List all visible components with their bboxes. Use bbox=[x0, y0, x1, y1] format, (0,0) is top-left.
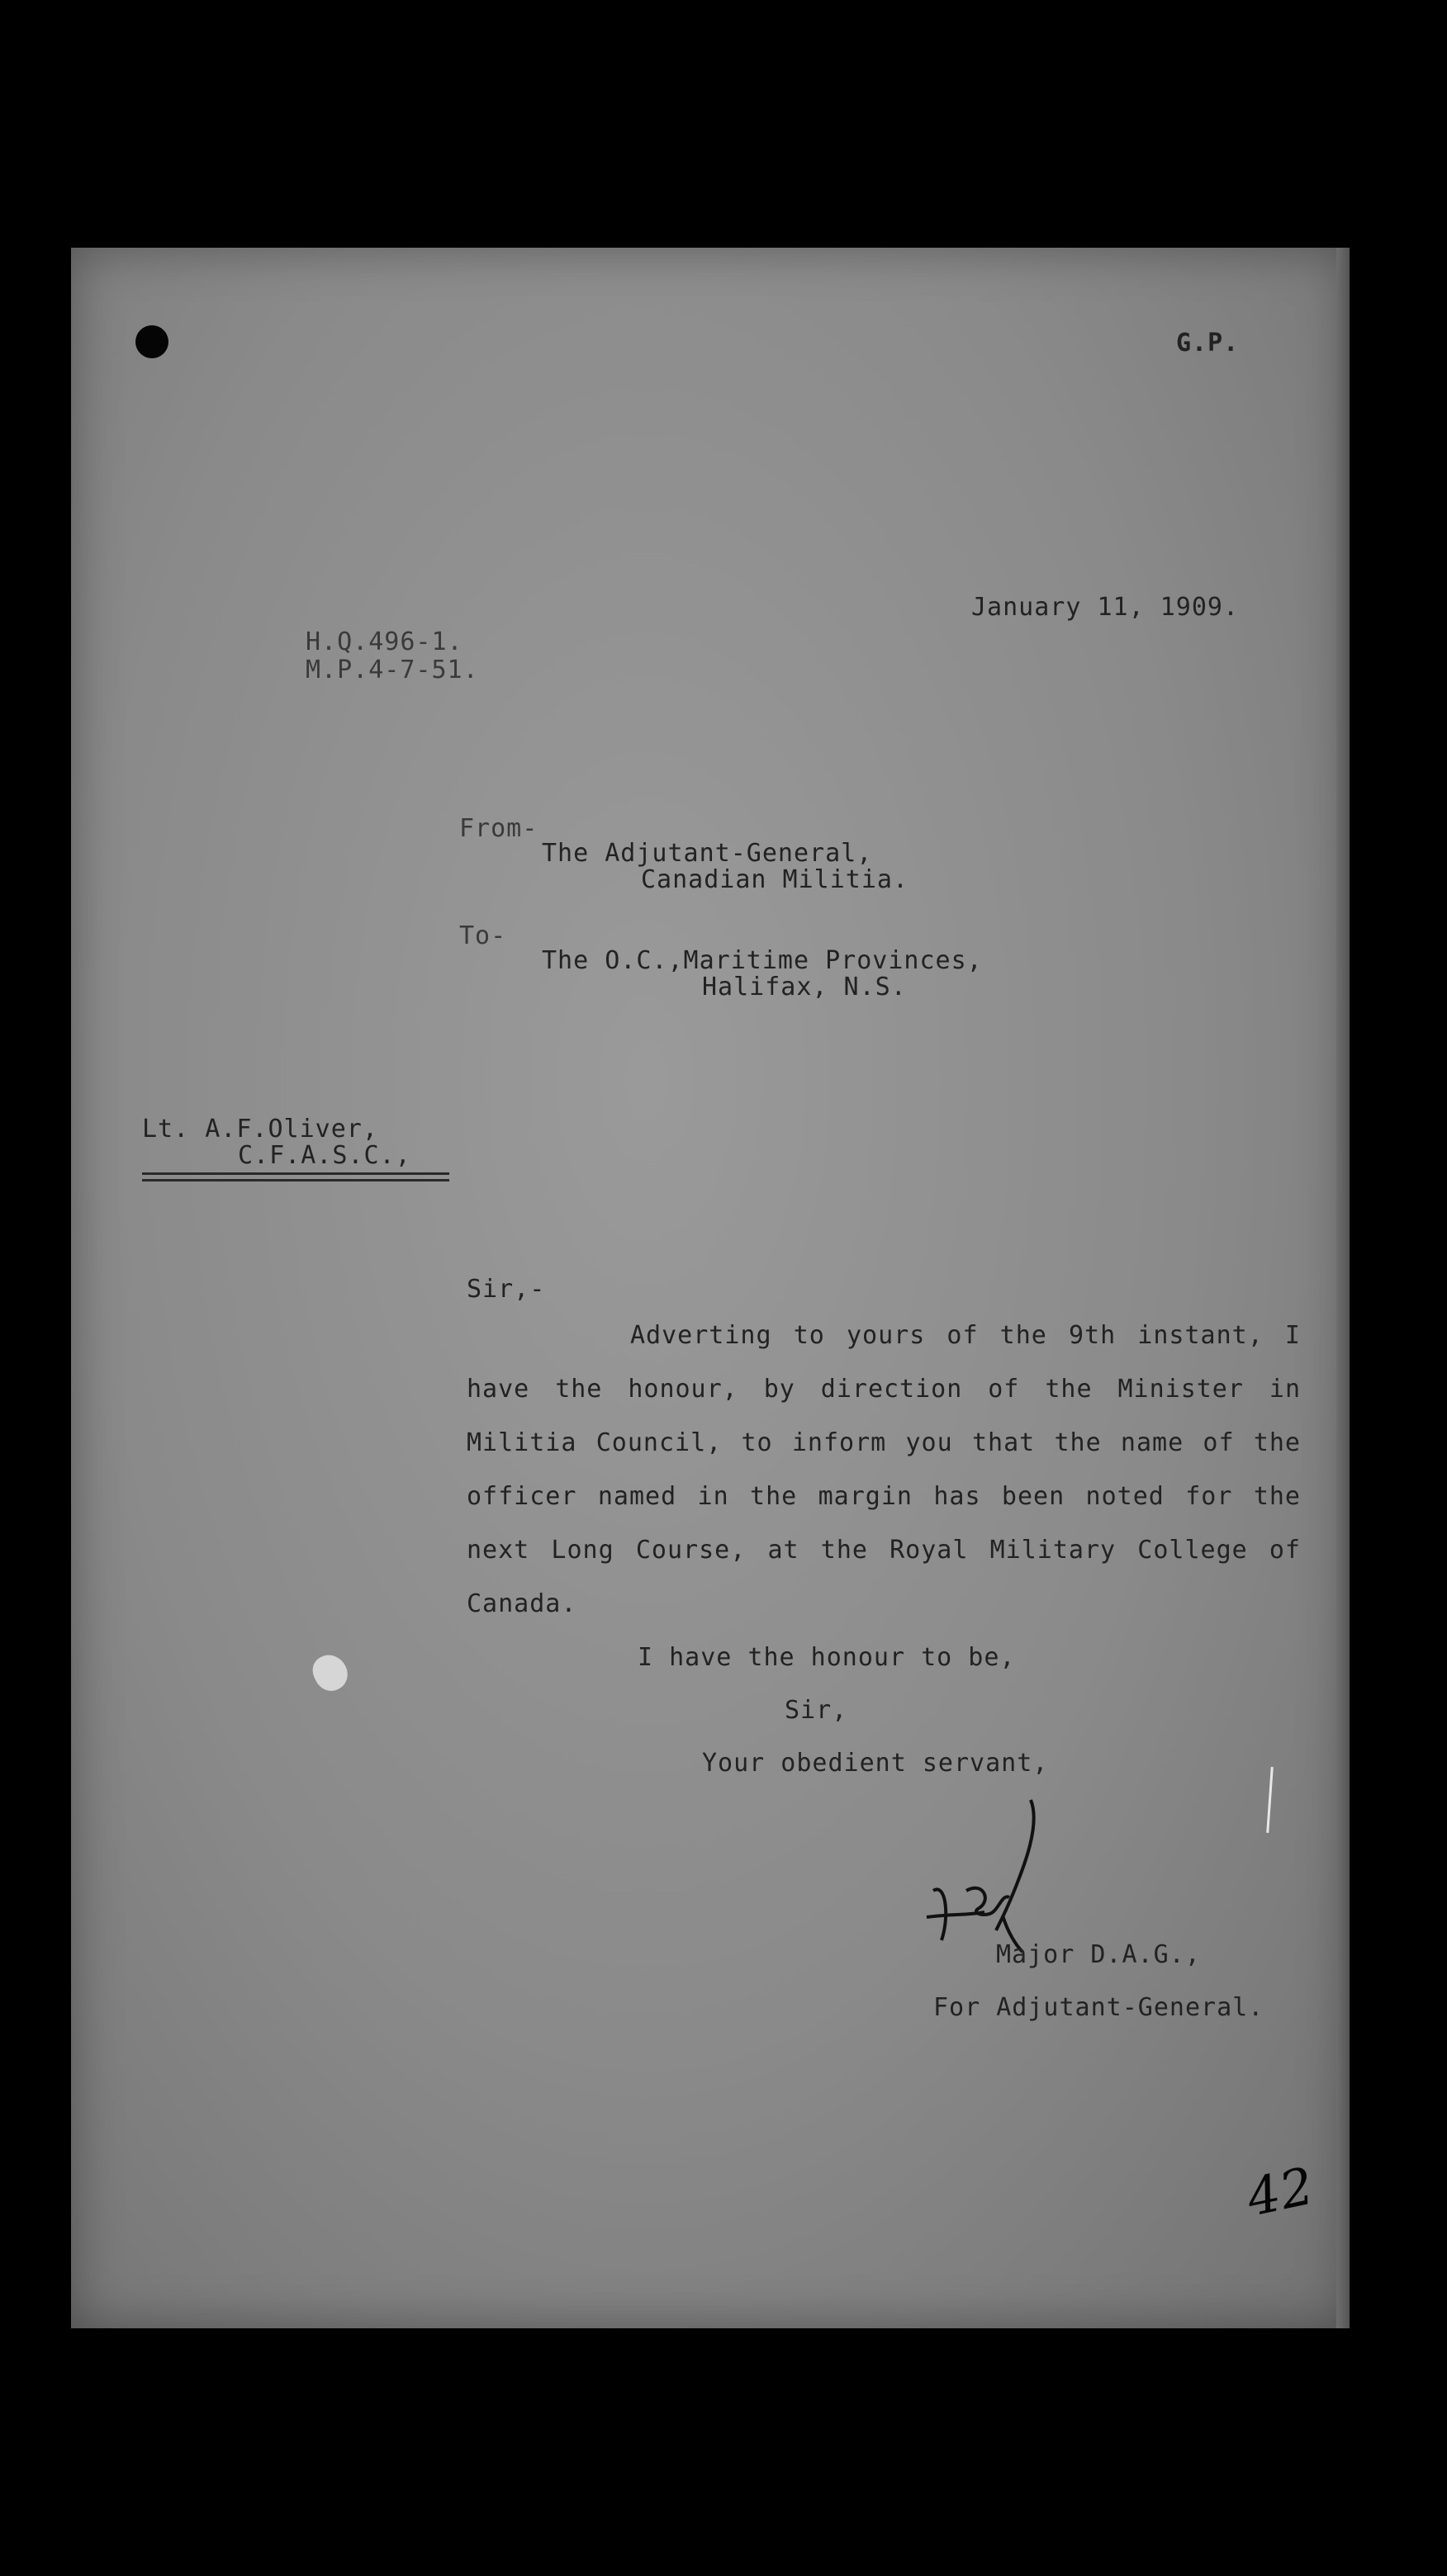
to-line-2: Halifax, N.S. bbox=[702, 973, 907, 1002]
margin-name: Lt. A.F.Oliver, bbox=[142, 1115, 378, 1144]
signature-title: Major D.A.G., bbox=[996, 1940, 1201, 1969]
letter-body: Adverting to yours of the 9th instant, I have the honour, by direction of the Minister in Militia Council, to inform you that the name of the officer named in the margin has been noted for the next Long Course, at the Royal Military College of Canada. bbox=[467, 1321, 1301, 1618]
from-label: From- bbox=[459, 814, 538, 843]
sheet-edge bbox=[1336, 248, 1350, 2328]
closing-line-2: Sir, bbox=[785, 1696, 848, 1725]
signature-for: For Adjutant-General. bbox=[933, 1993, 1264, 2022]
margin-underline-2 bbox=[142, 1179, 449, 1181]
closing-line-1: I have the honour to be, bbox=[638, 1643, 1016, 1672]
salutation: Sir,- bbox=[467, 1275, 546, 1304]
margin-unit: C.F.A.S.C., bbox=[238, 1141, 411, 1170]
from-line-2: Canadian Militia. bbox=[641, 865, 909, 894]
to-label: To- bbox=[459, 921, 507, 950]
reference-number-2: M.P.4-7-51. bbox=[306, 656, 479, 684]
from-line-1: The Adjutant-General, bbox=[542, 839, 873, 868]
reference-number-1: H.Q.496-1. bbox=[306, 627, 463, 656]
file-code: G.P. bbox=[1176, 329, 1240, 358]
closing-line-3: Your obedient servant, bbox=[702, 1749, 1049, 1778]
to-line-1: The O.C.,Maritime Provinces, bbox=[542, 946, 983, 975]
page-number-mark: 42 bbox=[1241, 2155, 1320, 2228]
letter-date: January 11, 1909. bbox=[971, 593, 1240, 622]
handwritten-signature bbox=[917, 1792, 1049, 1965]
margin-underline-1 bbox=[142, 1172, 449, 1175]
punch-hole bbox=[135, 325, 168, 358]
